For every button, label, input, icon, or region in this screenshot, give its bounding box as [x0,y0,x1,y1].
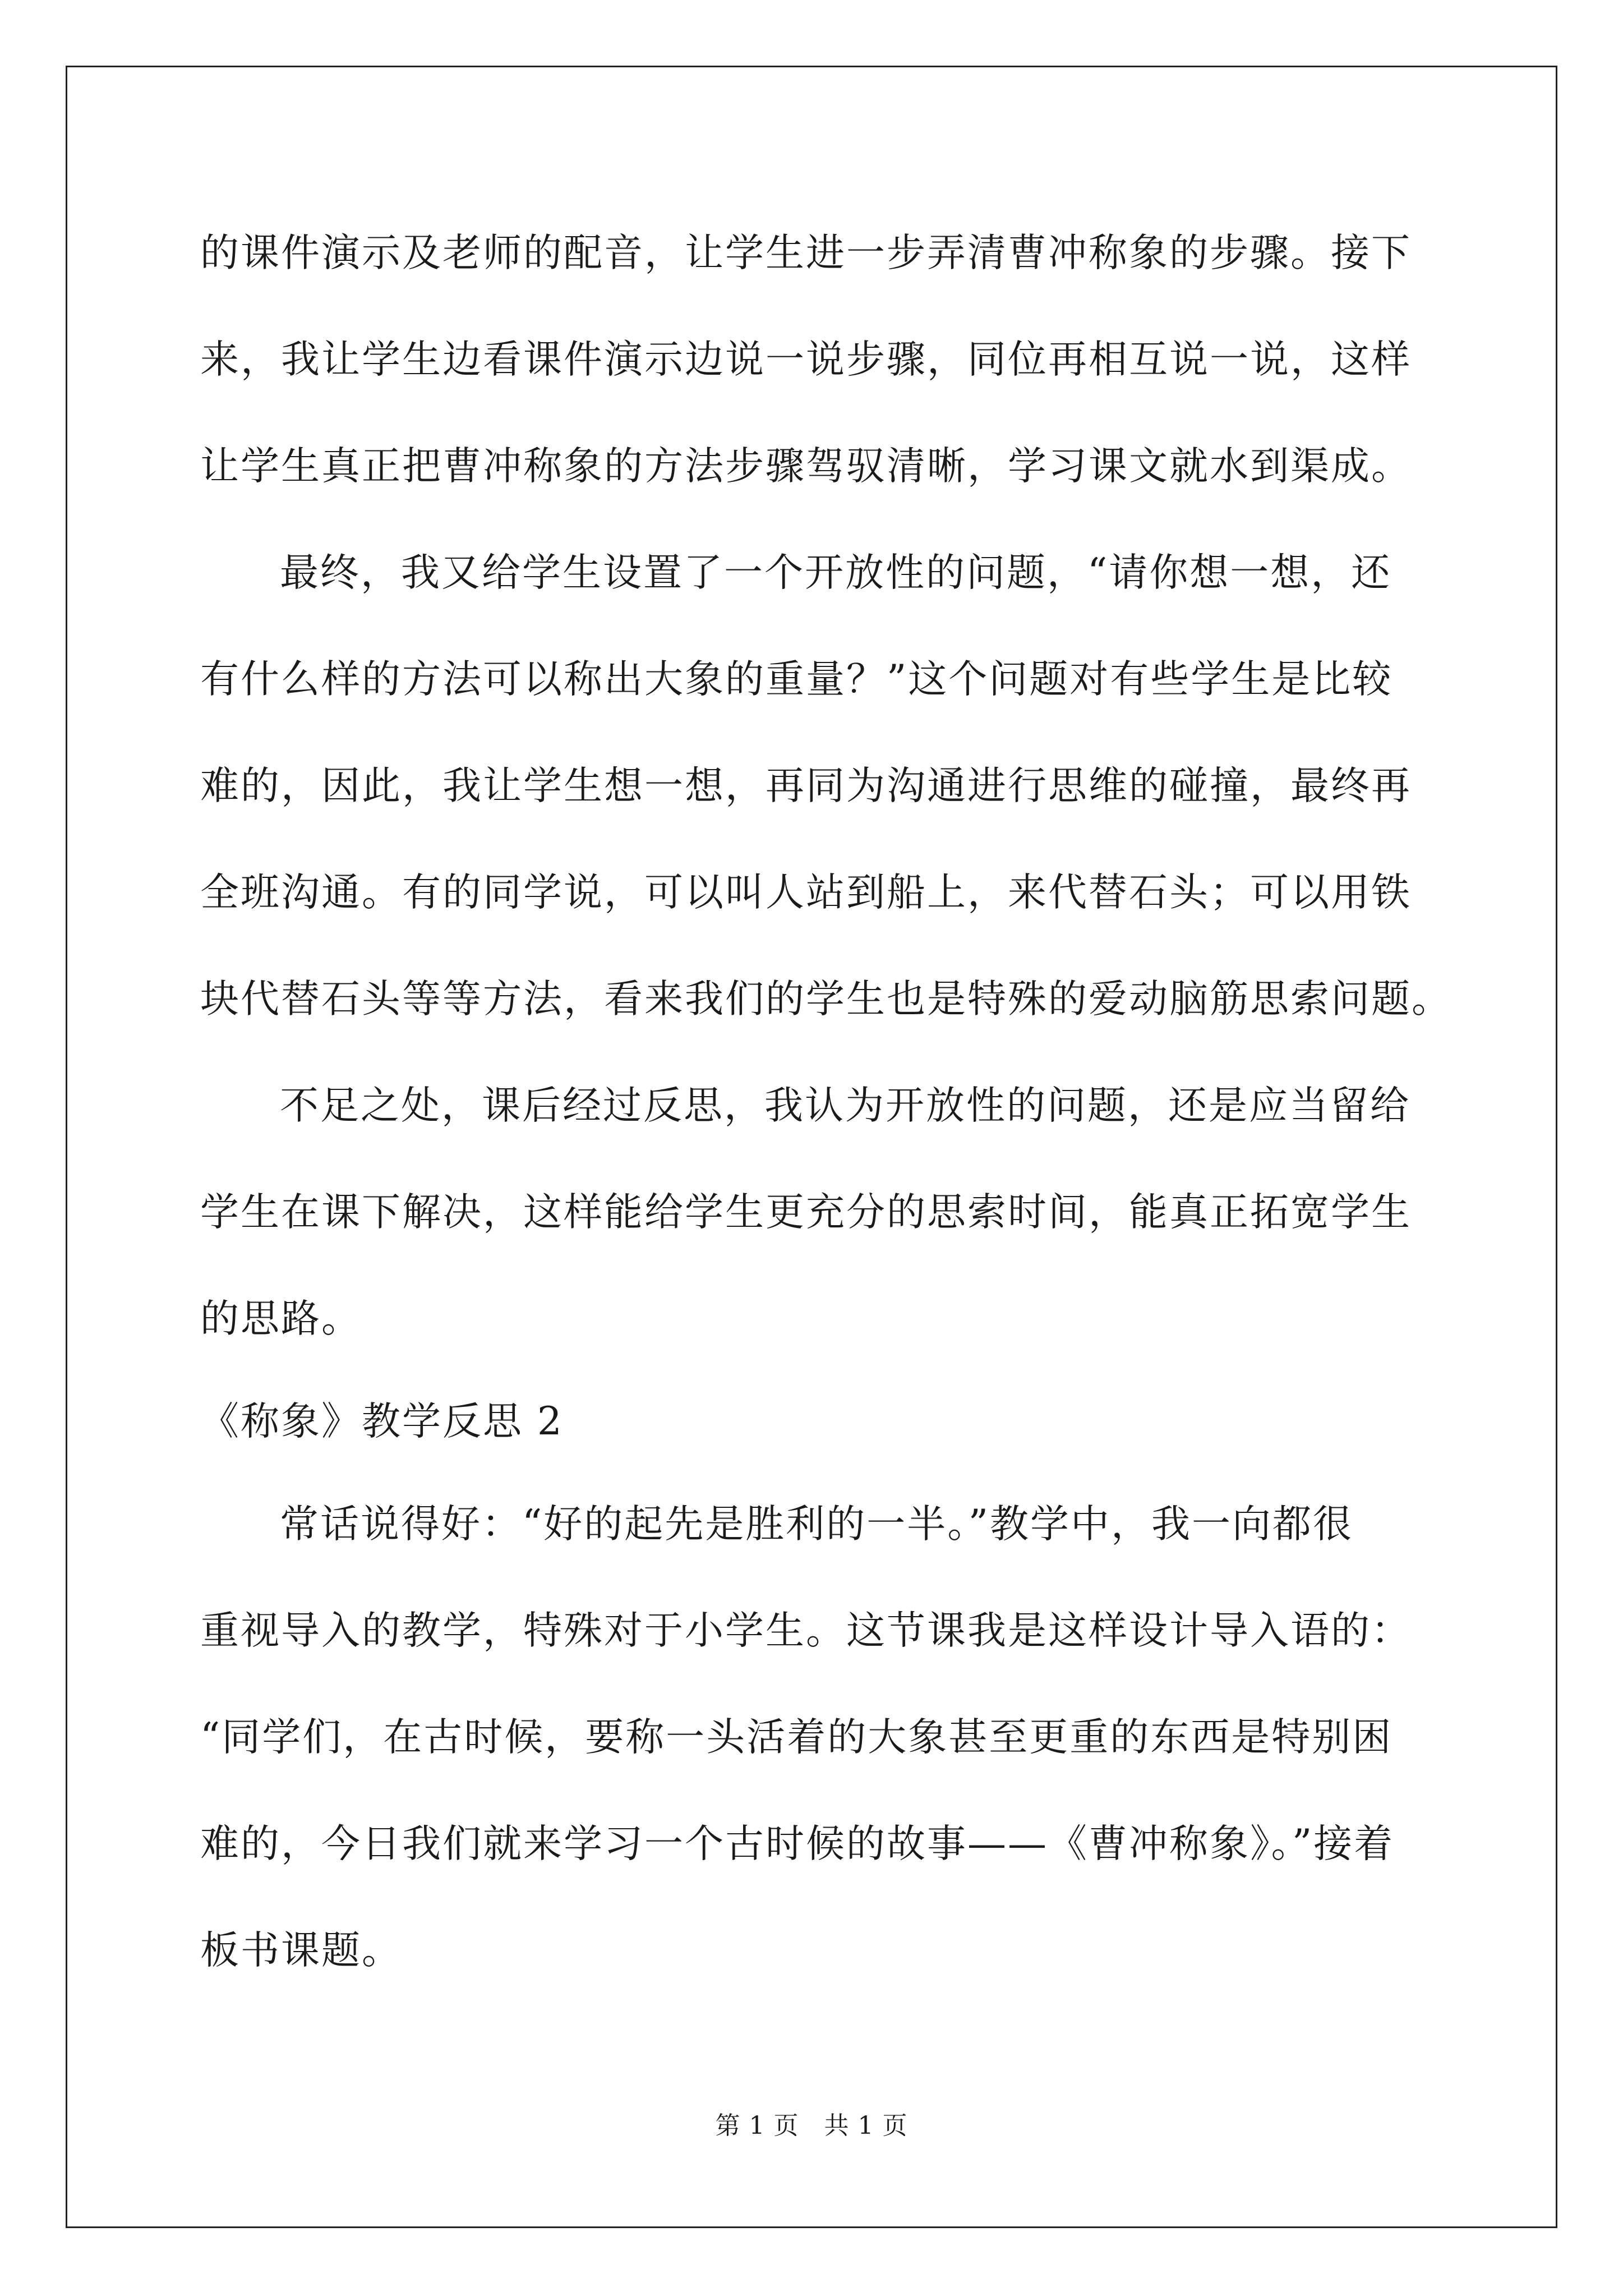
text-line: 来，我让学生边看课件演示边说一说步骤，同位再相互说一说，这样 [200,337,1412,382]
paragraph-first-line: 最终，我又给学生设置了一个开放性的问题，“请你想一想，还 [280,550,1392,595]
text-line: 块代替石头等等方法，看来我们的学生也是特殊的爱动脑筋思索问题。 [200,977,1452,1022]
paragraph-first-line: 不足之处，课后经过反思，我认为开放性的问题，还是应当留给 [280,1083,1410,1128]
text-line: “同学们，在古时候，要称一头活着的大象甚至更重的东西是特别困 [200,1715,1393,1760]
text-line: 全班沟通。有的同学说，可以叫人站到船上，来代替石头；可以用铁 [200,870,1412,915]
text-line: 重视导入的教学，特殊对于小学生。这节课我是这样设计导入语的： [200,1608,1412,1653]
text-line: 难的，今日我们就来学习一个古时候的故事——《曹冲称象》。”接着 [200,1821,1395,1866]
section-heading: 《称象》教学反思 2 [200,1399,564,1444]
text-line: 学生在课下解决，这样能给学生更充分的思索时间，能真正拓宽学生 [200,1190,1412,1235]
text-line: 让学生真正把曹冲称象的方法步骤驾驭清晰，学习课文就水到渠成。 [200,444,1412,489]
text-line: 难的，因此，我让学生想一想，再同为沟通进行思维的碰撞，最终再 [200,763,1412,808]
text-line: 的课件演示及老师的配音，让学生进一步弄清曹冲称象的步骤。接下 [200,231,1412,275]
document-body [200,200,1452,2004]
text-line: 有什么样的方法可以称出大象的重量？”这个问题对有些学生是比较 [200,657,1393,702]
page-number-footer: 第 1 页 共 1 页 [715,2111,908,2140]
text-line: 的思路。 [200,1296,362,1341]
paragraph-first-line: 常话说得好：“好的起先是胜利的一半。”教学中，我一向都很 [280,1502,1354,1547]
text-line: 板书课题。 [200,1928,402,1973]
